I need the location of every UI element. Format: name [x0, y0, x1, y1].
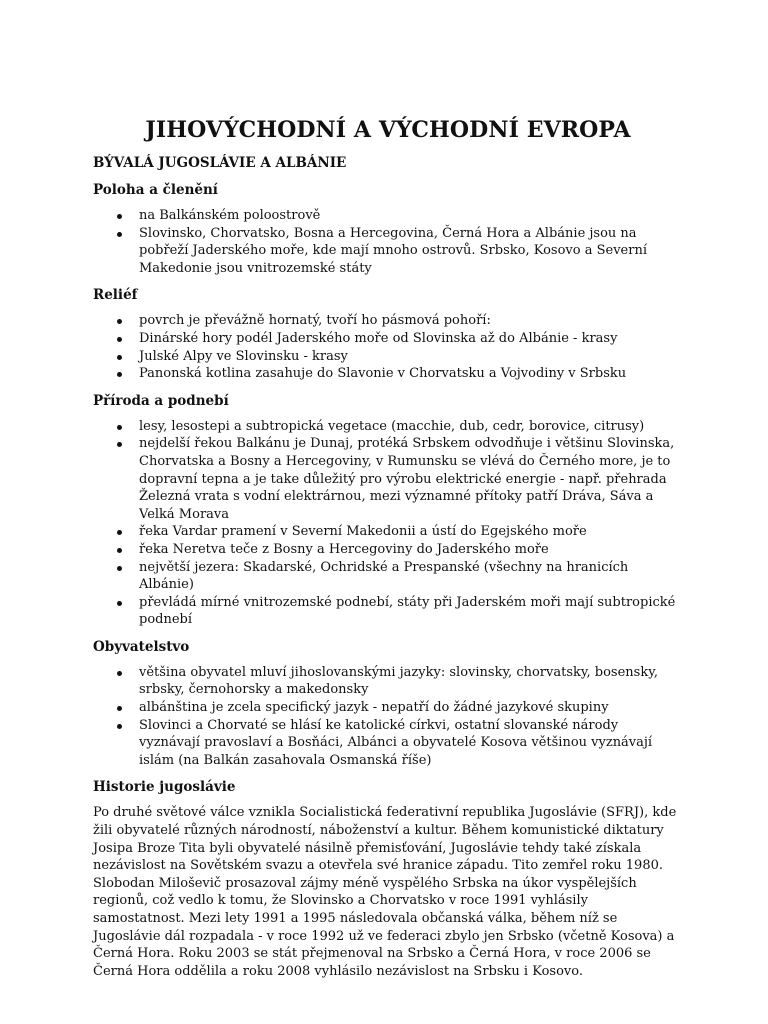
section-heading: Reliéf [93, 287, 138, 304]
bullet-list [93, 418, 683, 629]
list-item [93, 717, 683, 770]
list-item [93, 330, 683, 348]
list-item-text: Slovinci a Chorvaté se hlásí ke katolické církvi, ostatní slovanské národy vyznávají pravoslaví a Bosňáci, Albánci a obyvatelé Kosova většinou vyznávají islám (na Balkán zasahovala Osmanská říše) [139, 717, 653, 768]
list-item [93, 664, 683, 699]
bullet-icon [117, 548, 122, 553]
section-obyvatelstvo [93, 638, 683, 770]
list-item-text: na Balkánském poloostrově [139, 208, 321, 223]
list-item-text: řeka Vardar pramení v Severní Makedonii a ústí do Egejského moře [139, 524, 587, 540]
list-item [93, 348, 683, 366]
bullet-icon [117, 337, 122, 342]
list-item [93, 312, 683, 330]
list-item-text: Panonská kotlina zasahuje do Slavonie v Chorvatsku a Vojvodiny v Srbsku [139, 366, 627, 382]
list-item-text: povrch je převážně hornatý, tvoří ho pásmová pohoří: [139, 313, 491, 329]
list-item-text: Dinárské hory podél Jaderského moře od Slovinska až do Albánie - krasy [139, 330, 618, 346]
bullet-icon [117, 566, 122, 571]
list-item [93, 523, 683, 541]
bullet-list [93, 312, 683, 382]
section-poloha [93, 181, 683, 277]
list-item [93, 541, 683, 559]
document-page [93, 116, 683, 980]
bullet-icon [117, 706, 122, 711]
bullet-icon [117, 442, 122, 447]
list-item [93, 225, 683, 278]
bullet-icon [117, 671, 122, 676]
list-item-text: albánština je zcela specifický jazyk - nepatří do žádné jazykové skupiny [139, 700, 609, 716]
list-item [93, 365, 683, 383]
section-heading: Poloha a členění [93, 182, 218, 198]
list-item-text: Slovinsko, Chorvatsko, Bosna a Hercegovina, Černá Hora a Albánie jsou na pobřeží Jaderského moře, kde mají mnoho ostrovů. Srbsko, Kosovo a Severní Makedonie jsou vnitrozemské státy [139, 225, 647, 276]
history-paragraph: Po druhé světové válce vznikla Socialistická federativní republika Jugoslávie (SFRJ), kde žili obyvatelé různých národností, náboženství a kultur. Během komunistické diktatury Josipa Broze Tita byli obyvatelé násilně přemisťování, Jugoslávie tehdy také získala nezávislost na Sovětském svazu a otevřela své hranice západu. Tito zemřel roku 1980. Slobodan Miloševič prosazoval zájmy méně vyspělého Srbska na úkor vyspělejších regionů, což vedlo k tomu, že Slovinsko a Chorvatsko v roce 1991 vyhlásily samostatnost. Mezi lety 1991 a 1995 následovala občanská válka, během níž se Jugoslávie dál rozpadala - v roce 1992 už ve federaci zbylo jen Srbsko (včetně Kosova) a Černá Hora. Roku 2003 se stát přejmenoval na Srbsko a Černá Hora, v roce 2006 se Černá Hora oddělila a roku 2008 vyhlásilo nezávislost na Srbsku i Kosovo. [93, 805, 677, 979]
list-item [93, 559, 683, 594]
bullet-list [93, 664, 683, 770]
bullet-icon [117, 214, 122, 219]
list-item [93, 435, 683, 523]
list-item [93, 699, 683, 717]
list-item-text: Julské Alpy ve Slovinsku - krasy [139, 348, 348, 364]
bullet-icon [117, 601, 122, 606]
section-heading: Obyvatelstvo [93, 638, 190, 655]
section-heading: Příroda a podnebí [93, 392, 229, 409]
section-priroda [93, 392, 683, 629]
list-item-text: řeka Neretva teče z Bosny a Hercegoviny do Jaderského moře [139, 541, 549, 557]
bullet-icon [117, 355, 122, 360]
bullet-icon [117, 319, 122, 324]
list-item [93, 207, 683, 225]
bullet-icon [117, 724, 122, 729]
document-subtitle: BÝVALÁ JUGOSLÁVIE A ALBÁNIE [93, 155, 347, 171]
list-item [93, 594, 683, 629]
bullet-icon [117, 530, 122, 535]
list-item-text: převládá mírné vnitrozemské podnebí, státy při Jaderském moři mají subtropické podnebí [139, 594, 676, 628]
list-item-text: lesy, lesostepi a subtropická vegetace (macchie, dub, cedr, borovice, citrusy) [139, 418, 645, 434]
section-heading: Historie jugoslávie [93, 779, 236, 796]
section-historie [93, 778, 683, 980]
list-item-text: největší jezera: Skadarské, Ochridské a Prespanské (všechny na hranicích Albánie) [139, 559, 629, 593]
list-item-text: většina obyvatel mluví jihoslovanskými jazyky: slovinsky, chorvatsky, bosensky, srbsky, černohorsky a makedonsky [139, 664, 658, 698]
list-item [93, 418, 683, 436]
section-relief [93, 286, 683, 382]
page-title: JIHOVÝCHODNÍ A VÝCHODNÍ EVROPA [145, 117, 631, 143]
bullet-icon [117, 372, 122, 377]
bullet-icon [117, 232, 122, 237]
list-item-text: nejdelší řekou Balkánu je Dunaj, protéká Srbskem odvodňuje i většinu Slovinska, Chorvatska a Bosny a Hercegoviny, v Rumunsku se vlévá do Černého more, je to dopravní tepna a je take důležitý pro výrobu elektrické energie - např. přehrada Železná vrata s vodní elektrárnou, mezi významné přítoky patří Dráva, Sáva a Velká Morava [139, 436, 675, 522]
bullet-icon [117, 425, 122, 430]
bullet-list [93, 207, 683, 277]
